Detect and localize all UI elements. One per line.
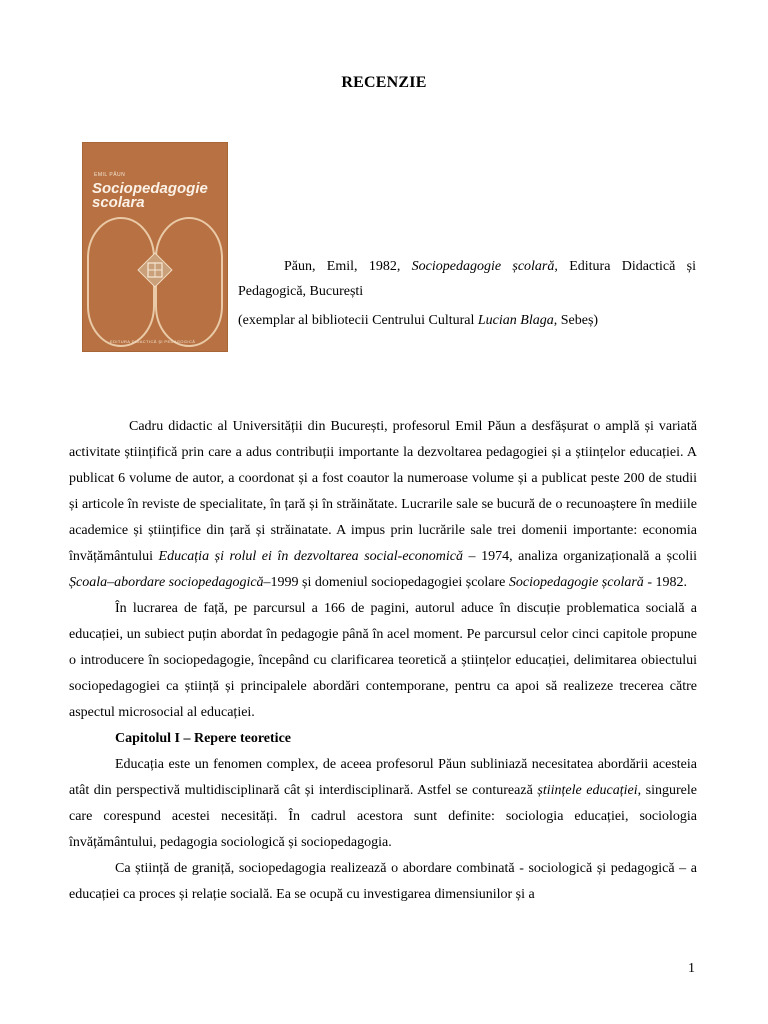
paragraph	[69, 414, 697, 596]
reference-book-title: Sociopedagogie școlară	[411, 259, 555, 274]
paragraph-text: Cadru didactic al Universității din București, profesorul Emil Păun a desfășurat o amplă și variată activitate științifică prin care a adus contribuții importante la dezvoltarea pedagogiei și a științelor educației. A publicat 6 volume de autor, a coordonat și a fost coautor la numeroase volume și a publicat peste 200 de studii și articole în reviste de specialitate, în țară și în străinătate. Lucrarile sale se bucură de o recunoaștere în mediile academice și științifice din țară și străinatate. A impus prin lucrările sale trei domenii importante: economia învățământului	[69, 419, 697, 564]
page-number: 1	[688, 961, 695, 976]
cover-title-line1: Sociopedagogie	[92, 180, 208, 197]
chapter-heading: Capitolul I – Repere teoretice	[115, 731, 291, 746]
review-body	[69, 414, 697, 908]
book-cover-image	[82, 142, 228, 352]
paragraph-text: , singurele care corespund acestei necesități. În cadrul acestora sunt definite: sociologia educației, sociologia învățământului, pedagogia sociologică și sociopedagogia.	[69, 783, 697, 850]
book-title-italic: Școala–abordare sociopedagogică	[69, 575, 264, 590]
cover-author: EMIL PĂUN	[94, 172, 126, 178]
paragraph	[69, 752, 697, 856]
book-copy-note	[238, 308, 696, 333]
reference-text: Păun, Emil, 1982,	[284, 259, 412, 274]
copy-note-text: (exemplar al bibliotecii Centrului Cultural	[238, 313, 478, 328]
term-italic: științele educației	[537, 783, 638, 798]
paragraph: În lucrarea de față, pe parcursul a 166 de pagini, autorul aduce în discuție problematica socială a educației, un subiect puțin abordat în pedagogie până în acel moment. Pe parcursul celor cinci capitole propune o introducere în sociopedagogie, începând cu clarificarea teoretică a științelor educației, delimitarea obiectului sociopedagogiei ca știință și principalele abordări contemporane, pentru ca apoi să realizeze trecerea către aspectul microsocial al educației.	[69, 601, 697, 720]
paragraph-text: - 1982.	[643, 575, 687, 590]
paragraph: Ca știință de graniță, sociopedagogia realizează o abordare combinată - sociologică și pedagogică – a educației ca proces și relație socială. Ea se ocupă cu investigarea dimensiunilor și a	[69, 861, 697, 902]
paragraph-text: –1999 și domeniul sociopedagogiei școlare	[263, 575, 509, 590]
cover-publisher: EDITURA DIDACTICĂ ŞI PEDAGOGICĂ	[110, 339, 196, 344]
book-reference	[238, 254, 696, 304]
copy-note-name: Lucian Blaga	[477, 313, 554, 328]
paragraph-text: – 1974, analiza organizațională a școlii	[462, 549, 697, 564]
page-title: RECENZIE	[341, 74, 427, 91]
reference-publisher: , Editura Didactică și Pedagogică, București	[238, 259, 696, 299]
cover-title	[92, 182, 226, 210]
book-title-italic: Educația și rolul ei în dezvoltarea social-economică	[158, 549, 463, 564]
copy-note-end: , Sebeș)	[553, 313, 599, 328]
book-title-italic: Sociopedagogie școlară	[508, 575, 644, 590]
cover-title-line2: scolara	[92, 194, 145, 211]
paragraph-text: Educația este un fenomen complex, de aceea profesorul Păun subliniază necesitatea abordării acesteia atât din perspectivă multidisciplinară cât și interdisciplinară. Astfel se conturează	[69, 757, 697, 798]
